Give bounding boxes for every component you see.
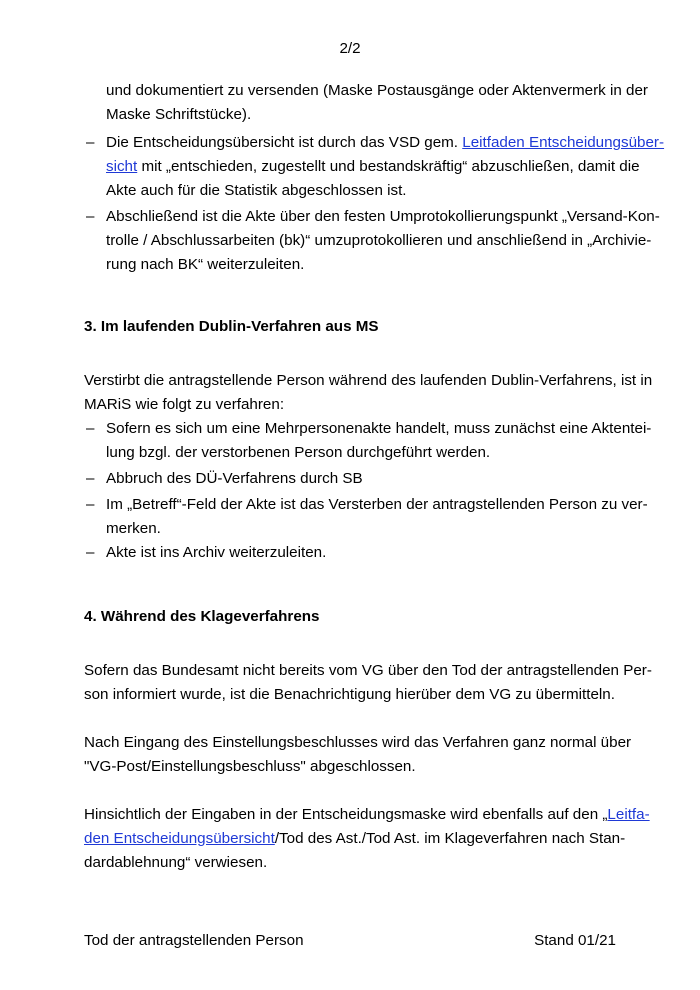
intro-line-1: und dokumentiert zu versenden (Maske Postausgänge oder Aktenvermerk in der <box>106 82 648 99</box>
bullet-dash: – <box>86 544 95 561</box>
footer-title: Tod der antragstellenden Person <box>84 932 304 949</box>
section-4-para-2-line-1: Nach Eingang des Einstellungsbeschlusses wird das Verfahren ganz normal über <box>84 734 632 751</box>
section-3-intro-line-2: MARiS wie folgt zu verfahren: <box>84 396 285 413</box>
section-4-para-1-line-2: son informiert wurde, ist die Benachrichtigung hierüber dem VG zu übermitteln. <box>84 686 615 703</box>
para-3-text: Hinsichtlich der Eingaben in der Entscheidungsmaske wird ebenfalls auf den „ <box>84 806 608 823</box>
page-number: 2/2 <box>339 40 361 57</box>
section-4-para-3-line-3: dardablehnung“ verwiesen. <box>84 854 268 871</box>
section-3-heading: 3. Im laufenden Dublin-Verfahren aus MS <box>84 318 379 335</box>
bullet-dash: – <box>86 134 95 151</box>
bullet-a-line-1 <box>106 134 665 151</box>
para-3-text-2: /Tod des Ast./Tod Ast. im Klageverfahren nach Stan- <box>274 830 626 847</box>
section-4-para-1-line-1: Sofern das Bundesamt nicht bereits vom VG über den Tod der antragstellenden Per- <box>84 662 652 679</box>
bullet-a-text-2: mit „entschieden, zugestellt und bestandskräftig“ abzuschließen, damit die <box>137 158 640 175</box>
list-item-3-line-2: merken. <box>106 520 161 537</box>
section-4-para-2-line-2: "VG-Post/Einstellungsbeschluss" abgeschlossen. <box>84 758 416 775</box>
leitfaden-link-2-part2[interactable]: den Entscheidungsübersicht <box>84 830 275 847</box>
bullet-dash: – <box>86 496 95 513</box>
bullet-b-line-2: trolle / Abschlussarbeiten (bk)“ umzuprotokollieren und anschließend in „Archivie- <box>106 232 652 249</box>
leitfaden-link-2-part1[interactable]: Leitfa- <box>607 806 650 823</box>
list-item-1-line-1: Sofern es sich um eine Mehrpersonenakte handelt, muss zunächst eine Aktentei- <box>106 420 652 437</box>
bullet-b-line-1: Abschließend ist die Akte über den festen Umprotokollierungspunkt „Versand-Kon- <box>106 208 660 225</box>
section-3-intro-line-1: Verstirbt die antragstellende Person während des laufenden Dublin-Verfahrens, ist in <box>84 372 653 389</box>
leitfaden-link-part1[interactable]: Leitfaden Entscheidungsüber- <box>462 134 665 151</box>
section-4-para-3-line-1 <box>84 806 650 823</box>
bullet-a-line-3: Akte auch für die Statistik abgeschlossen ist. <box>106 182 407 199</box>
list-item-3-line-1: Im „Betreff“-Feld der Akte ist das Versterben der antragstellenden Person zu ver- <box>106 496 648 513</box>
list-item-4: Akte ist ins Archiv weiterzuleiten. <box>106 544 327 561</box>
bullet-dash: – <box>86 420 95 437</box>
intro-line-2: Maske Schriftstücke). <box>106 106 252 123</box>
bullet-a-text: Die Entscheidungsübersicht ist durch das VSD gem. <box>106 134 463 151</box>
bullet-dash: – <box>86 208 95 225</box>
list-item-2: Abbruch des DÜ-Verfahrens durch SB <box>106 470 363 487</box>
section-4-heading: 4. Während des Klageverfahrens <box>84 608 320 625</box>
bullet-a-line-2 <box>106 158 640 175</box>
list-item-1-line-2: lung bzgl. der verstorbenen Person durchgeführt werden. <box>106 444 491 461</box>
bullet-dash: – <box>86 470 95 487</box>
footer-date: Stand 01/21 <box>534 932 616 949</box>
bullet-b-line-3: rung nach BK“ weiterzuleiten. <box>106 256 305 273</box>
leitfaden-link-part2[interactable]: sicht <box>106 158 138 175</box>
section-4-para-3-line-2 <box>84 830 626 847</box>
